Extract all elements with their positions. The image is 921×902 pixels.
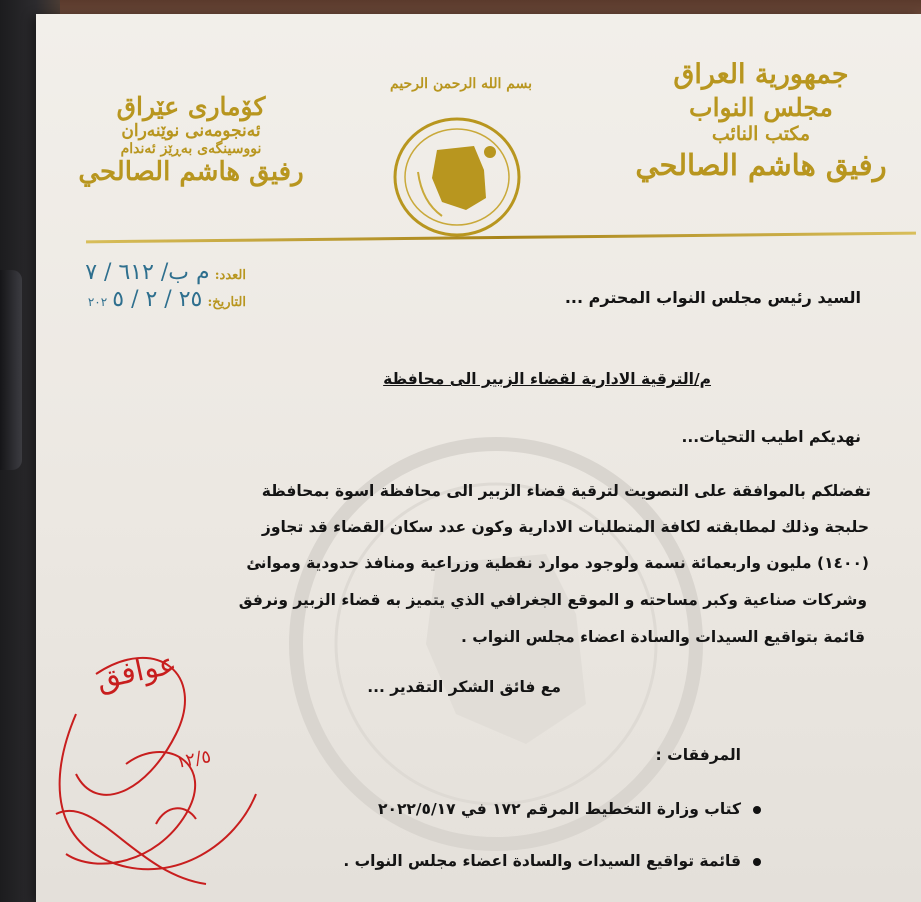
body-line-4: وشركات صناعية وكبر مساحته و الموقع الجغرافي الذي يتميز به قضاء الزبير ونرفق: [238, 591, 867, 609]
body-line-2: حلبجة وذلك لمطابقته لكافة المتطلبات الادارية وكون عدد سكان القضاء قد تجاوز: [261, 518, 869, 536]
basmala: بسم الله الرحمن الرحيم: [390, 76, 532, 92]
year-fragment: ٢٠٢: [87, 295, 108, 309]
date-value: ٢٥ / ٢ / ٥: [112, 287, 203, 312]
closing: مع فائق الشكر التقدير ...: [367, 678, 561, 696]
number-value: م ب/ ٦١٢ / ٧: [85, 260, 210, 285]
bullet-icon: [753, 806, 761, 814]
addressee: السيد رئيس مجلس النواب المحترم ...: [564, 288, 861, 307]
subject: م/الترقية الادارية لقضاء الزبير الى محافظة: [383, 370, 711, 388]
date-label: التاريخ:: [207, 295, 246, 310]
attachment-item-2: [343, 852, 761, 870]
body-line-5: قائمة بتواقيع السيدات والسادة اعضاء مجلس النواب .: [460, 628, 865, 646]
arabic-mp-name: رفيق هاشم الصالحي: [635, 147, 887, 182]
number-label: العدد:: [214, 268, 246, 283]
reference-block: [36, 260, 246, 312]
arabic-republic: جمهورية العراق: [673, 59, 849, 90]
arabic-office: مكتب النائب: [711, 123, 811, 145]
bullet-icon: [753, 858, 761, 866]
kurdish-parliament: ئەنجومەنی نوێنەران: [121, 121, 261, 141]
attachment-text-2: قائمة تواقيع السيدات والسادة اعضاء مجلس النواب .: [343, 852, 741, 870]
arabic-letterhead: [631, 58, 891, 183]
greeting: نهديكم اطيب التحيات...: [681, 428, 861, 446]
phone-edge: [0, 270, 22, 470]
body-line-3: (١٤٠٠) مليون واربعمائة نسمة ولوجود موارد نفطية وزراعية ومنافذ حدودية وموانئ: [246, 554, 869, 572]
attachments-label: المرفقات :: [655, 746, 741, 764]
parliament-emblem-icon: [382, 112, 532, 242]
attachment-item-1: [378, 800, 761, 818]
kurdish-mp-name: رفيق هاشم الصالحي: [78, 157, 304, 187]
body-line-1: تفضلكم بالموافقة على التصويت لترقية قضاء الزبير الى محافظة اسوة بمحافظة: [261, 482, 871, 500]
arabic-parliament: مجلس النواب: [689, 92, 833, 122]
kurdish-office: نووسینگەی بەڕێز ئەندام: [120, 141, 262, 157]
letter-paper: [36, 14, 921, 902]
kurdish-letterhead: [76, 92, 306, 187]
handwritten-approval: عوافق: [93, 645, 180, 698]
handwritten-date: ١٢/٥: [174, 746, 213, 773]
kurdish-republic: كۆماری عێراق: [116, 92, 266, 121]
attachment-text-1: كتاب وزارة التخطيط المرقم ١٧٢ في ٢٠٢٢/٥/١٧: [378, 800, 741, 818]
